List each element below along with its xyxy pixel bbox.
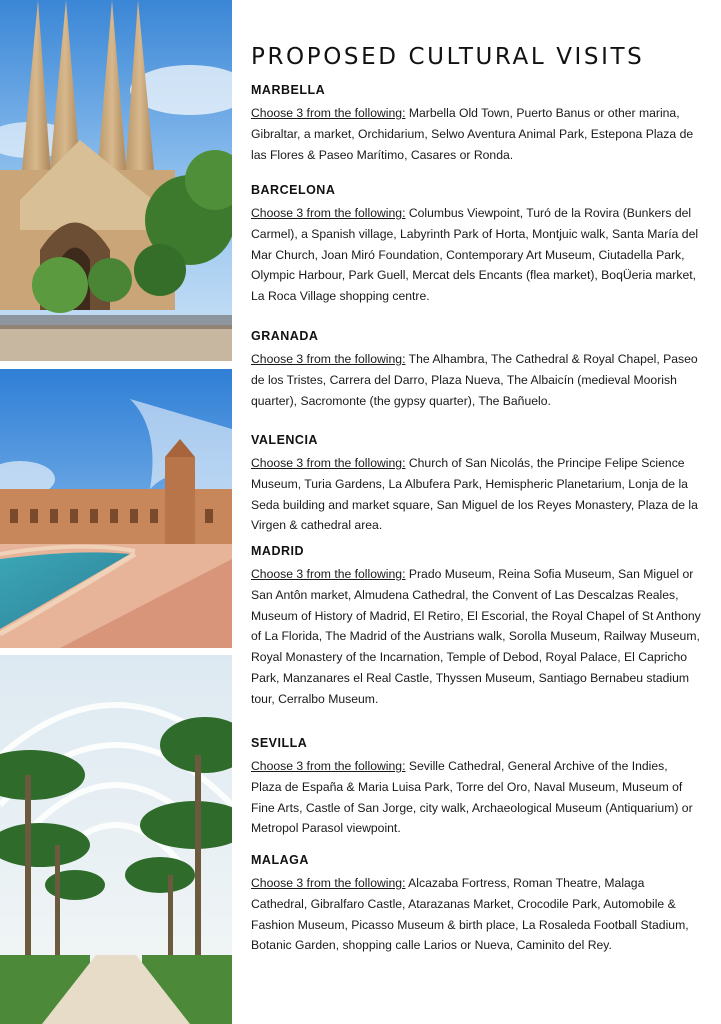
section-lead: Choose 3 from the following: bbox=[251, 567, 406, 581]
section-text: Prado Museum, Reina Sofia Museum, San Miguel or San Antôn market, Almudena Cathedral, the Convent of Las Descalzas Reales, Museum of History of Madrid, El Retiro, El Escorial, the Royal Chapel of St Anthony of La Florida, The Madrid of the Austrians walk, Sorolla Museum, Railway Museum, Royal Monastery of the Incarnation, Temple of Debod, Royal Palace, El Capricho Park, Manzanares el Real Castle, Thyssen Museum, Santiago Bernabeu stadium tour, Cerralbo Museum. bbox=[251, 567, 701, 706]
palm-avenue-illustration bbox=[0, 655, 232, 1024]
section-madrid bbox=[251, 543, 701, 710]
section-body bbox=[251, 349, 701, 411]
section-lead: Choose 3 from the following: bbox=[251, 106, 406, 120]
section-body bbox=[251, 453, 701, 536]
section-lead: Choose 3 from the following: bbox=[251, 456, 406, 470]
section-granada bbox=[251, 328, 701, 411]
section-text: Seville Cathedral, General Archive of the Indies, Plaza de España & Maria Luisa Park, Torre del Oro, Naval Museum, Museum of Fine Arts, Castle of San Jorge, city walk, Archaeological Museum (Antiquarium) or Metropol Parasol viewpoint. bbox=[251, 759, 693, 836]
section-text: Alcazaba Fortress, Roman Theatre, Malaga Cathedral, Gibralfaro Castle, Atarazanas Market, Crocodile Park, Automobile & Fashion Museum, Picasso Museum & birth place, La Rosaleda Football Stadium, Botanic Garden, shopping calle Larios or Nueva, Caminito del Rey. bbox=[251, 876, 689, 953]
section-body bbox=[251, 756, 701, 839]
section-malaga bbox=[251, 852, 701, 956]
section-lead: Choose 3 from the following: bbox=[251, 876, 406, 890]
section-barcelona bbox=[251, 182, 701, 307]
section-body bbox=[251, 564, 701, 710]
section-body bbox=[251, 203, 701, 307]
photo-cathedral bbox=[0, 0, 232, 361]
section-sevilla bbox=[251, 735, 701, 839]
plaza-illustration bbox=[0, 369, 232, 648]
section-heading: SEVILLA bbox=[251, 736, 308, 750]
section-text: The Alhambra, The Cathedral & Royal Chapel, Paseo de los Tristes, Carrera del Darro, Plaza Nueva, The Albaicín (medieval Moorish quarter), Sacromonte (the gypsy quarter), The Bañuelo. bbox=[251, 352, 698, 408]
page-title: PROPOSED CULTURAL VISITS bbox=[251, 44, 645, 70]
section-lead: Choose 3 from the following: bbox=[251, 759, 406, 773]
section-heading: GRANADA bbox=[251, 329, 319, 343]
section-heading: MADRID bbox=[251, 544, 304, 558]
section-lead: Choose 3 from the following: bbox=[251, 206, 406, 220]
photo-palm-avenue bbox=[0, 655, 232, 1024]
photo-column bbox=[0, 0, 232, 1024]
section-heading: MARBELLA bbox=[251, 83, 326, 97]
section-body bbox=[251, 873, 701, 956]
cathedral-illustration bbox=[0, 0, 232, 361]
section-text: Marbella Old Town, Puerto Banus or other marina, Gibraltar, a market, Orchidarium, Selwo Aventura Animal Park, Estepona Plaza de las Flores & Paseo Marítimo, Casares or Ronda. bbox=[251, 106, 694, 162]
photo-plaza bbox=[0, 369, 232, 648]
section-lead: Choose 3 from the following: bbox=[251, 352, 406, 366]
section-heading: MALAGA bbox=[251, 853, 309, 867]
section-text: Church of San Nicolás, the Principe Felipe Science Museum, Turia Gardens, La Albufera Park, Hemispheric Planetarium, Lonja de la Seda building and market square, San Miguel de los Reyes Monastery, Plaza de la Virgen & cathedral area. bbox=[251, 456, 698, 533]
section-heading: VALENCIA bbox=[251, 433, 318, 447]
section-marbella bbox=[251, 82, 701, 165]
section-text: Columbus Viewpoint, Turó de la Rovira (Bunkers del Carmel), a Spanish village, Labyrinth Park of Horta, Montjuic walk, Santa María del Mar Church, Joan Miró Foundation, Contemporary Art Museum, Ciutadella Park, Olympic Harbour, Park Guell, Mercat dels Encants (flea market), BoqÜeria market, La Roca Village shopping centre. bbox=[251, 206, 699, 304]
section-valencia bbox=[251, 432, 701, 536]
section-body bbox=[251, 103, 701, 165]
section-heading: BARCELONA bbox=[251, 183, 336, 197]
